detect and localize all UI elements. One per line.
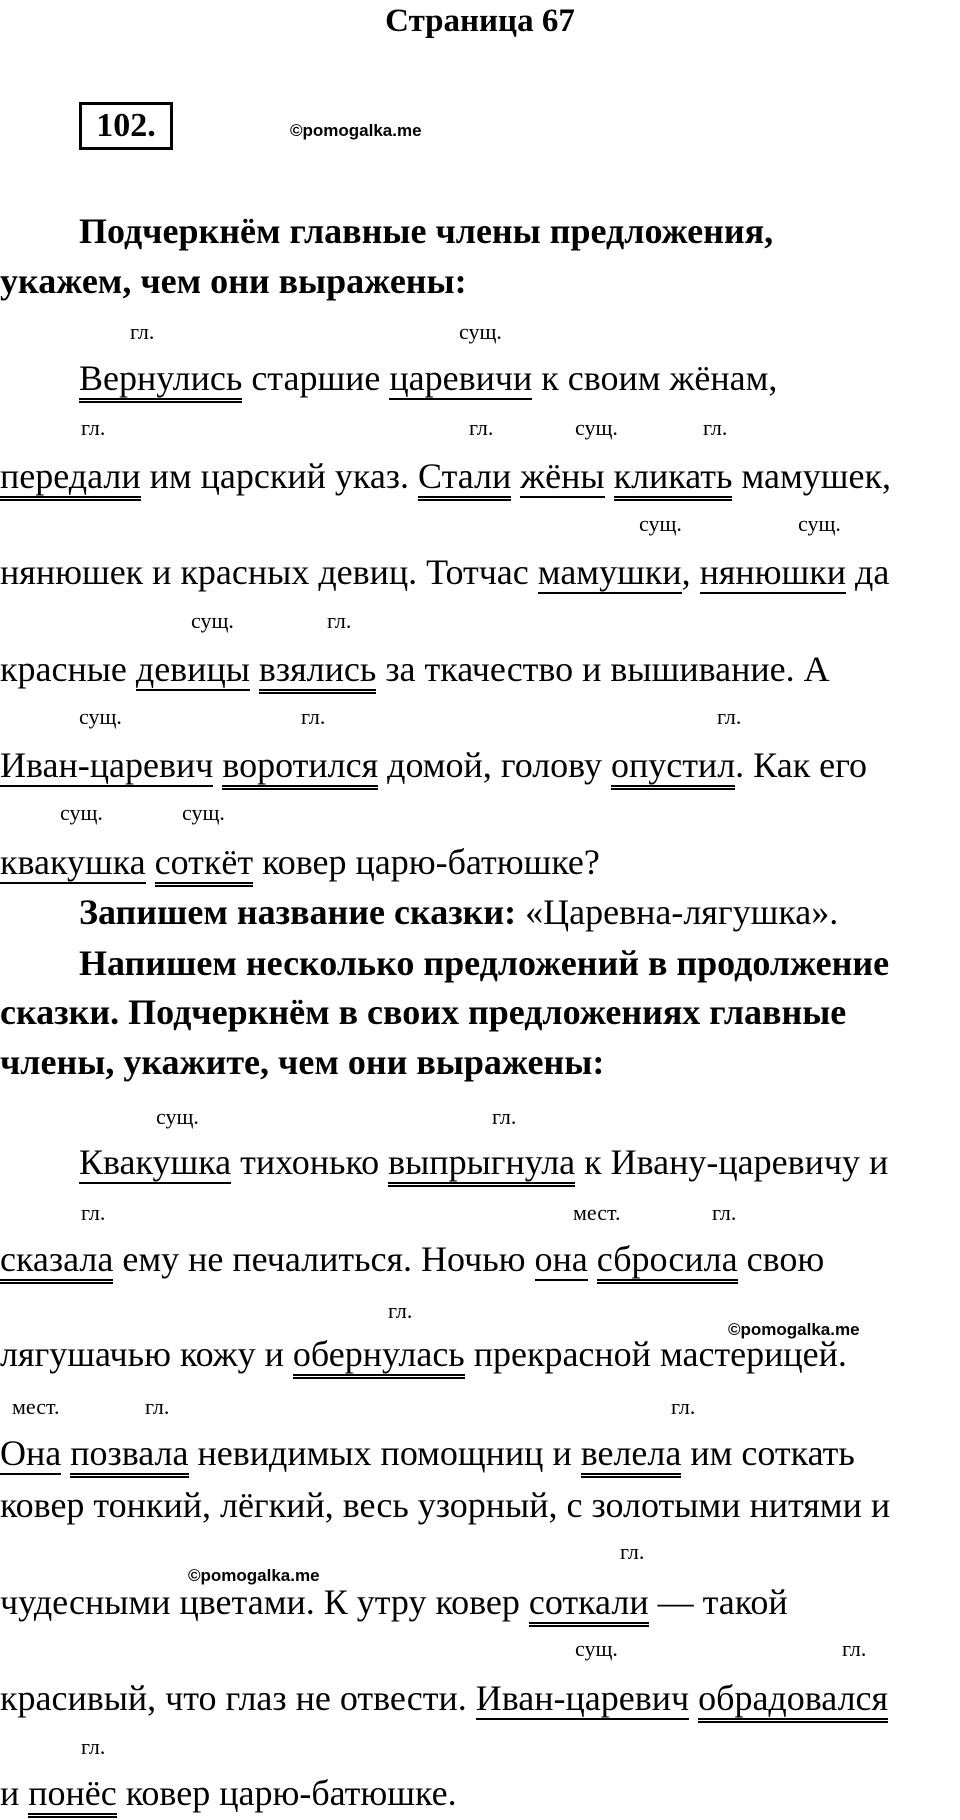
instruction-line (0, 261, 467, 301)
text-fragment (605, 456, 614, 496)
text-line (0, 1239, 824, 1279)
text-fragment: тихонько (231, 1142, 389, 1182)
text-fragment: нянюшек и красных девиц. Тотчас (0, 552, 538, 592)
text-fragment: сказки. Подчеркнём в своих предложениях главные (0, 992, 847, 1032)
annotation-verb: гл. (81, 415, 106, 440)
annotation-verb: гл. (145, 1394, 170, 1419)
instruction-line (79, 943, 889, 983)
subject-word: царевичи (389, 358, 533, 398)
subject-word: Иван-царевич (0, 745, 214, 785)
text-fragment: к своим жёнам, (532, 358, 778, 398)
text-fragment: «Царевна-лягушка». (516, 892, 839, 932)
annotation-verb: гл. (81, 1200, 106, 1225)
predicate-word: соткали (529, 1582, 649, 1627)
annotation-verb: гл. (130, 319, 155, 344)
text-fragment: домой, голову (378, 745, 611, 785)
watermark: ©pomogalka.me (188, 1566, 320, 1585)
instruction-line (0, 1042, 604, 1082)
text-fragment: чудесными цветами. К утру ковер (0, 1582, 529, 1622)
text-fragment (588, 1239, 597, 1279)
text-fragment: к Ивану-царевичу и (575, 1142, 889, 1182)
text-line (0, 1582, 788, 1622)
text-fragment: лягушачью кожу и (0, 1334, 293, 1374)
annotation-noun: сущ. (191, 608, 234, 633)
predicate-word: обернулась (293, 1334, 465, 1379)
text-fragment: мамушек, (732, 456, 891, 496)
text-fragment: — такой (648, 1582, 788, 1622)
annotation-noun: сущ. (182, 800, 225, 825)
text-fragment (146, 842, 155, 882)
annotation-verb: гл. (327, 608, 352, 633)
predicate-word: взялись (259, 649, 376, 694)
text-fragment: за ткачество и вышивание. А (376, 649, 830, 689)
text-fragment: красивый, что глаз не отвести. (0, 1678, 476, 1718)
watermark: ©pomogalka.me (728, 1320, 860, 1339)
text-fragment: . Как его (735, 745, 868, 785)
subject-word: Она (0, 1433, 62, 1473)
page-title: Страница 67 (385, 3, 575, 39)
text-fragment: им соткать (681, 1433, 855, 1473)
text-line (0, 552, 889, 592)
annotation-noun: сущ. (639, 511, 682, 536)
subject-word: девицы (135, 649, 250, 689)
text-fragment (689, 1678, 698, 1718)
text-fragment: прекрасной мастерицей. (464, 1334, 847, 1374)
text-fragment: Подчеркнём главные члены предложения, (79, 211, 774, 251)
predicate-word: сказала (0, 1239, 113, 1284)
annotation-pronoun: мест. (573, 1200, 621, 1225)
annotation-pronoun: мест. (12, 1394, 60, 1419)
text-line (0, 1773, 457, 1813)
text-fragment: Напишем несколько предложений в продолжение (79, 943, 890, 983)
predicate-word: сбросила (597, 1239, 738, 1284)
annotation-verb: гл. (842, 1636, 867, 1661)
annotation-verb: гл. (671, 1394, 696, 1419)
text-fragment: свою (737, 1239, 825, 1279)
annotation-verb: гл. (703, 415, 728, 440)
subject-word: мамушки (537, 552, 682, 592)
instruction-line (0, 992, 846, 1032)
text-fragment: укажем, чем они выражены: (0, 261, 467, 301)
text-fragment: красные (0, 649, 136, 689)
annotation-verb: гл. (388, 1298, 413, 1323)
annotation-noun: сущ. (459, 319, 502, 344)
text-fragment: Запишем название сказки: (79, 892, 517, 932)
annotation-verb: гл. (469, 415, 494, 440)
text-fragment: , (681, 552, 700, 592)
text-line (0, 1485, 890, 1525)
text-line (0, 456, 891, 496)
text-line (0, 649, 830, 689)
instruction-line (79, 892, 838, 932)
annotation-noun: сущ. (60, 800, 103, 825)
annotation-verb: гл. (301, 704, 326, 729)
predicate-word: соткёт (155, 842, 253, 887)
subject-word: жёны (520, 456, 605, 496)
predicate-word: позвала (70, 1433, 188, 1478)
predicate-word: Вернулись (79, 358, 242, 403)
annotation-noun: сущ. (79, 704, 122, 729)
subject-word: Иван-царевич (475, 1678, 690, 1718)
text-line (79, 358, 777, 398)
annotation-verb: гл. (620, 1539, 645, 1564)
text-fragment: невидимых помощниц и (188, 1433, 581, 1473)
text-fragment (250, 649, 259, 689)
annotation-verb: гл. (717, 704, 742, 729)
annotation-noun: сущ. (798, 511, 841, 536)
subject-word: нянюшки (699, 552, 847, 592)
text-fragment (511, 456, 520, 496)
predicate-word: кликать (614, 456, 733, 501)
text-fragment: им царский указ. (140, 456, 419, 496)
predicate-word: велела (581, 1433, 682, 1478)
annotation-verb: гл. (712, 1200, 737, 1225)
subject-word: она (534, 1239, 588, 1279)
text-fragment: ему не печалиться. Ночью (113, 1239, 535, 1279)
exercise-number: 102. (79, 102, 173, 150)
text-fragment: ковер царю-батюшке? (253, 842, 600, 882)
text-fragment: и (0, 1773, 29, 1813)
predicate-word: выпрыгнула (388, 1142, 575, 1187)
text-line (0, 1678, 888, 1718)
predicate-word: передали (0, 456, 141, 501)
text-fragment (213, 745, 222, 785)
predicate-word: Стали (418, 456, 511, 501)
text-fragment: старшие (242, 358, 390, 398)
text-fragment: ковер тонкий, лёгкий, весь узорный, с золотыми нитями и (0, 1485, 891, 1525)
text-line (0, 1433, 855, 1473)
predicate-word: опустил (611, 745, 735, 790)
text-fragment: ковер царю-батюшке. (116, 1773, 457, 1813)
annotation-noun: сущ. (575, 1636, 618, 1661)
annotation-verb: гл. (492, 1104, 517, 1129)
predicate-word: понёс (28, 1773, 117, 1818)
text-fragment: члены, укажите, чем они выражены: (0, 1042, 605, 1082)
annotation-noun: сущ. (156, 1104, 199, 1129)
annotation-noun: сущ. (575, 415, 618, 440)
text-line (0, 842, 600, 882)
instruction-line (79, 211, 773, 251)
watermark: ©pomogalka.me (290, 121, 422, 140)
subject-word: Квакушка (79, 1142, 232, 1182)
subject-word: квакушка (0, 842, 146, 882)
predicate-word: воротился (222, 745, 378, 790)
predicate-word: обрадовался (698, 1678, 888, 1723)
text-fragment: да (846, 552, 890, 592)
annotation-verb: гл. (81, 1734, 106, 1759)
text-line (0, 1334, 847, 1374)
text-fragment (61, 1433, 70, 1473)
text-line (0, 745, 867, 785)
text-line (79, 1142, 888, 1182)
